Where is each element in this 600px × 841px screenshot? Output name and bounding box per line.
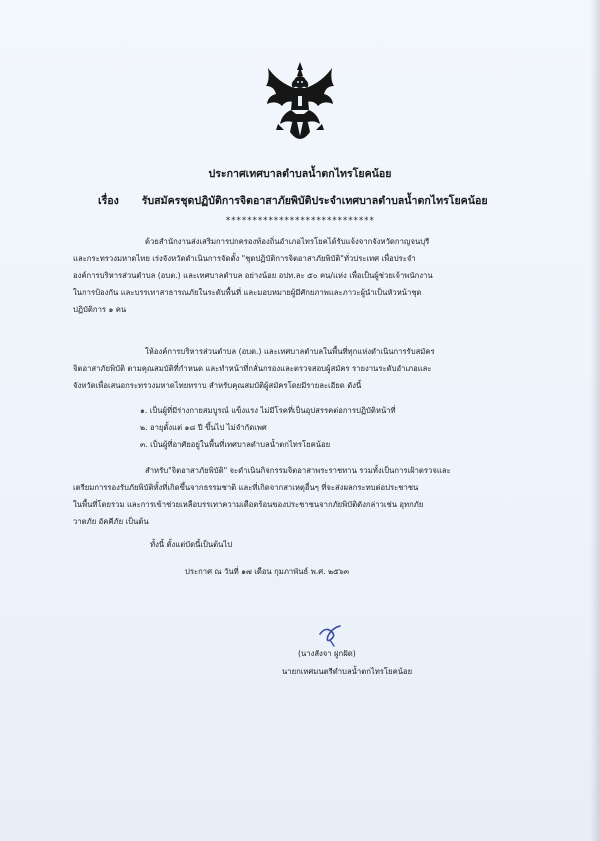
- garuda-emblem-icon: [264, 60, 336, 148]
- paragraph-line: เตรียมการรองรับภัยพิบัติทั้งที่เกิดขึ้นจากธรรมชาติ และที่เกิดจากสาเหตุอื่นๆ ที่จะส่งผลกระทบต่อประชาชน: [73, 483, 419, 492]
- paragraph-line: และกระทรวงมหาดไทย เร่งจังหวัดดำเนินการจัดตั้ง "ชุดปฏิบัติการจิตอาสาภัยพิบัติ"ทั่วประเทศ เพื่อประจำ: [73, 254, 416, 263]
- subject-label: เรื่อง: [98, 195, 119, 207]
- handwritten-signature: [316, 622, 346, 648]
- paragraph-line: ในการป้องกัน และบรรเทาสาธารณภัยในระดับพื้นที่ และมอบหมายผู้มีศักยภาพและภาวะผู้นำเป็นหัวหน้าชุด: [73, 288, 422, 297]
- paragraph-line: องค์การบริหารส่วนตำบล (อบต.) และเทศบาลตำบล อย่างน้อย อปท.ละ ๕๐ คน/แห่ง เพื่อเป็นผู้ช่วยเจ้าพนักงาน: [73, 271, 433, 280]
- signatory-name: (นางสังจา ฝูกฝัด): [298, 649, 356, 658]
- qualifications-list: [140, 402, 560, 453]
- paragraph-line: ด้วยสำนักงานส่งเสริมการปกครองท้องถิ่นอำเภอไทรโยคได้รับแจ้งจากจังหวัดกาญจนบุรี: [145, 237, 430, 246]
- paragraph-line: ในพื้นที่โดยรวม และการเข้าช่วยเหลือบรรเทาความเดือดร้อนของประชาชนจากภัยพิบัติดังกล่าวเช่น อุทกภัย: [73, 500, 424, 509]
- page-edge-shadow: [590, 0, 600, 841]
- divider-stars: ****************************: [225, 216, 375, 226]
- paragraph-line: ให้องค์การบริหารส่วนตำบล (อบต.) และเทศบาลตำบลในพื้นที่ทุกแห่งดำเนินการรับสมัคร: [145, 347, 435, 356]
- paragraph-line: จิตอาสาภัยพิบัติ ตามคุณสมบัติที่กำหนด และทำหน้าที่กลั่นกรองและตรวจสอบผู้สมัคร รายงานระดับอำเภอและ: [73, 364, 432, 373]
- paragraph-volunteer-role: [73, 462, 553, 530]
- date-line: ประกาศ ณ วันที่ ๑๗ เดือน กุมภาพันธ์ พ.ศ. ๒๕๖๓: [185, 567, 349, 576]
- paragraph-intro: [73, 233, 553, 318]
- announcement-title: ประกาศเทศบาลตำบลน้ำตกไทรโยคน้อย: [208, 168, 392, 180]
- closing-statement: ทั้งนี้ ตั้งแต่บัดนี้เป็นต้นไป: [150, 540, 233, 549]
- subject-text: รับสมัครชุดปฏิบัติการจิตอาสาภัยพิบัติประจำเทศบาลตำบลน้ำตกไทรโยคน้อย: [141, 195, 488, 207]
- paragraph-line: สำหรับ"จิตอาสาภัยพิบัติ" จะดำเนินกิจกรรมจิตอาสาพระราชทาน รวมทั้งเป็นการเฝ้าตรวจและ: [145, 466, 451, 475]
- announcement-subject: [98, 192, 558, 209]
- paragraph-line: ปฏิบัติการ ๑ คน: [73, 305, 127, 314]
- paragraph-line: วาตภัย อัคคีภัย เป็นต้น: [73, 517, 149, 526]
- list-item: ๒. อายุตั้งแต่ ๑๘ ปี ขึ้นไป ไม่จำกัดเพศ: [140, 423, 267, 432]
- list-item: ๓. เป็นผู้ที่อาศัยอยู่ในพื้นที่เทศบาลตำบลน้ำตกไทรโยคน้อย: [140, 440, 331, 449]
- paragraph-instructions: [73, 343, 553, 394]
- list-item: ๑. เป็นผู้ที่มีร่างกายสมบูรณ์ แข็งแรง ไม่มีโรคที่เป็นอุปสรรคต่อการปฏิบัติหน้าที่: [140, 406, 396, 415]
- paragraph-line: จังหวัดเพื่อเสนอกระทรวงมหาดไทยทราบ สำหรับคุณสมบัติผู้สมัครโดยมีรายละเอียด ดังนี้: [73, 381, 362, 390]
- signatory-position: นายกเทศมนตรีตำบลน้ำตกไทรโยคน้อย: [282, 667, 413, 676]
